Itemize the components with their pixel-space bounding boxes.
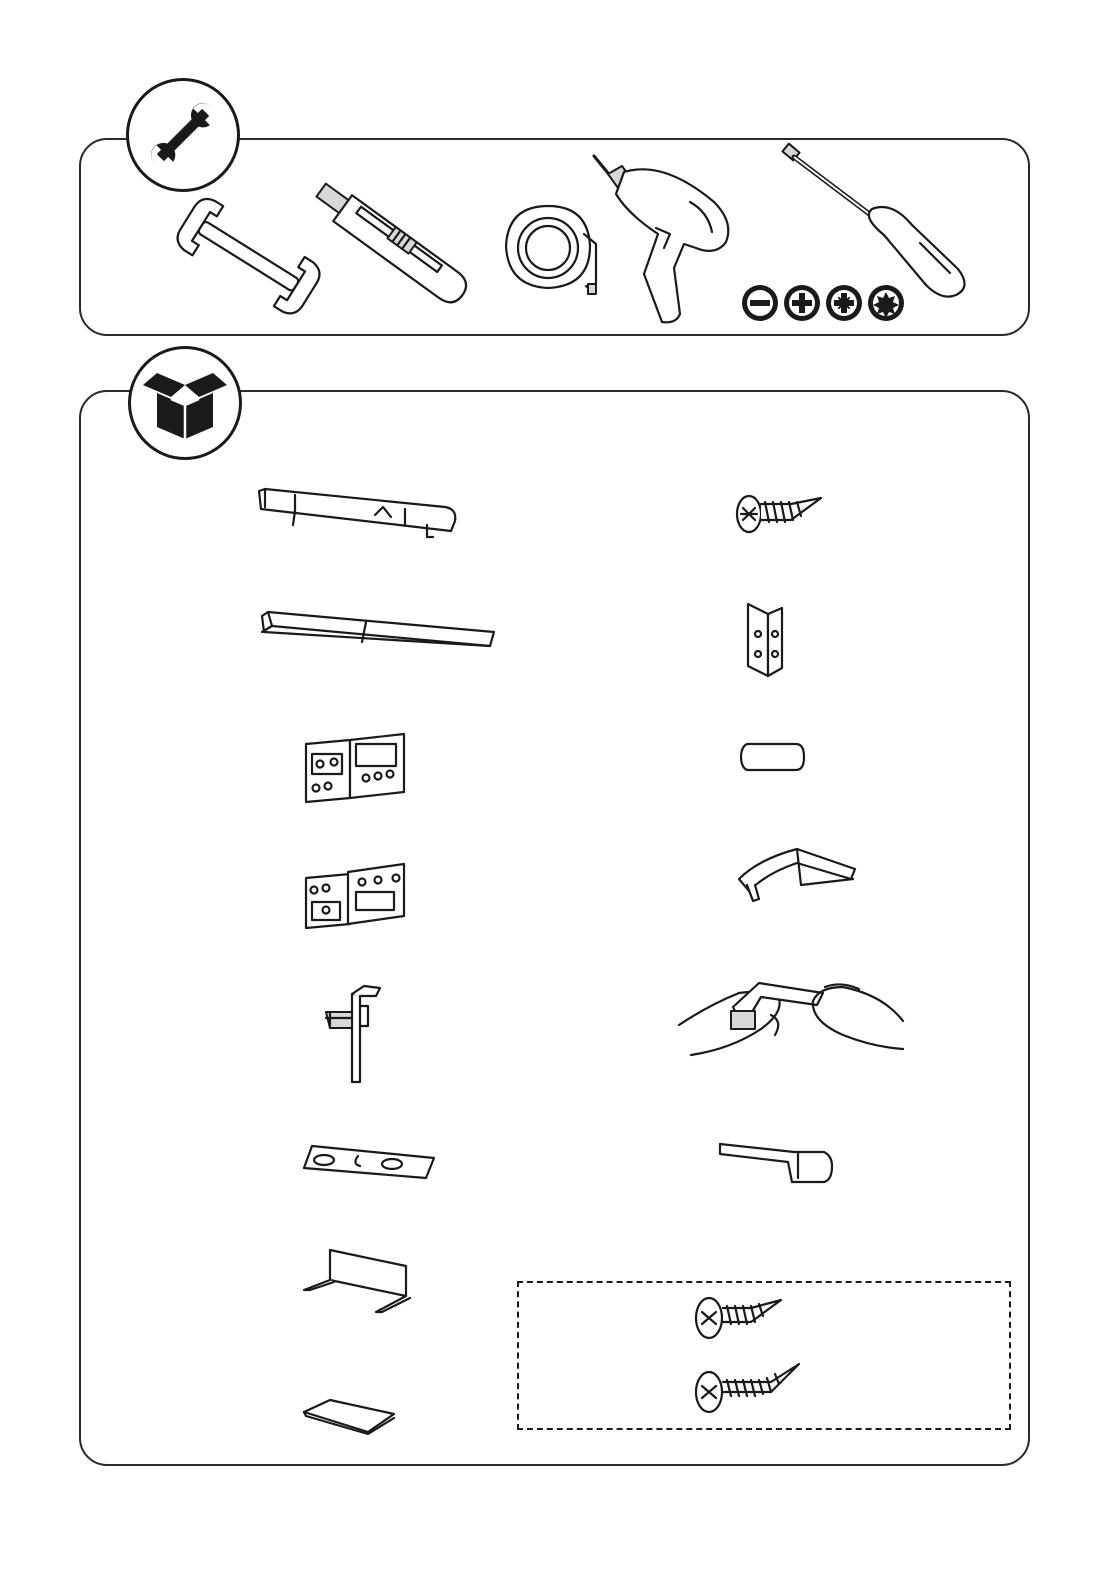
pad: [300, 1396, 400, 1436]
screwdriver: [780, 143, 975, 303]
wrench-icon: [129, 81, 237, 189]
hinge-plate-b: [302, 858, 412, 933]
pozidriv-bit-icon: [826, 285, 862, 321]
cylindrical-pin: [738, 740, 806, 775]
long-rail: [258, 610, 498, 665]
vertical-clip: [322, 982, 392, 1087]
l-bracket: [300, 1246, 412, 1321]
phillips-bit-icon: [784, 285, 820, 321]
spring-clip: [733, 845, 858, 905]
long-screw: [693, 1360, 803, 1416]
hinge-plate-a: [302, 730, 412, 805]
torx-bit-icon: [868, 285, 904, 321]
open-box-icon: [131, 349, 239, 457]
power-drill: [590, 152, 740, 332]
utility-knife: [305, 178, 485, 313]
flat-template: [302, 1142, 437, 1182]
corner-bracket: [740, 600, 790, 680]
open-end-wrench: [168, 195, 328, 320]
screwdriver-bits: [740, 282, 915, 326]
tools-badge: [126, 78, 240, 192]
handle-lever: [716, 1138, 836, 1186]
parts-badge: [128, 346, 242, 460]
short-screw: [733, 488, 823, 536]
medium-screw: [693, 1290, 783, 1342]
plinth-bracket: [255, 485, 465, 555]
bending-hands-illustration: [675, 975, 907, 1060]
flat-bit-icon: [742, 285, 778, 321]
